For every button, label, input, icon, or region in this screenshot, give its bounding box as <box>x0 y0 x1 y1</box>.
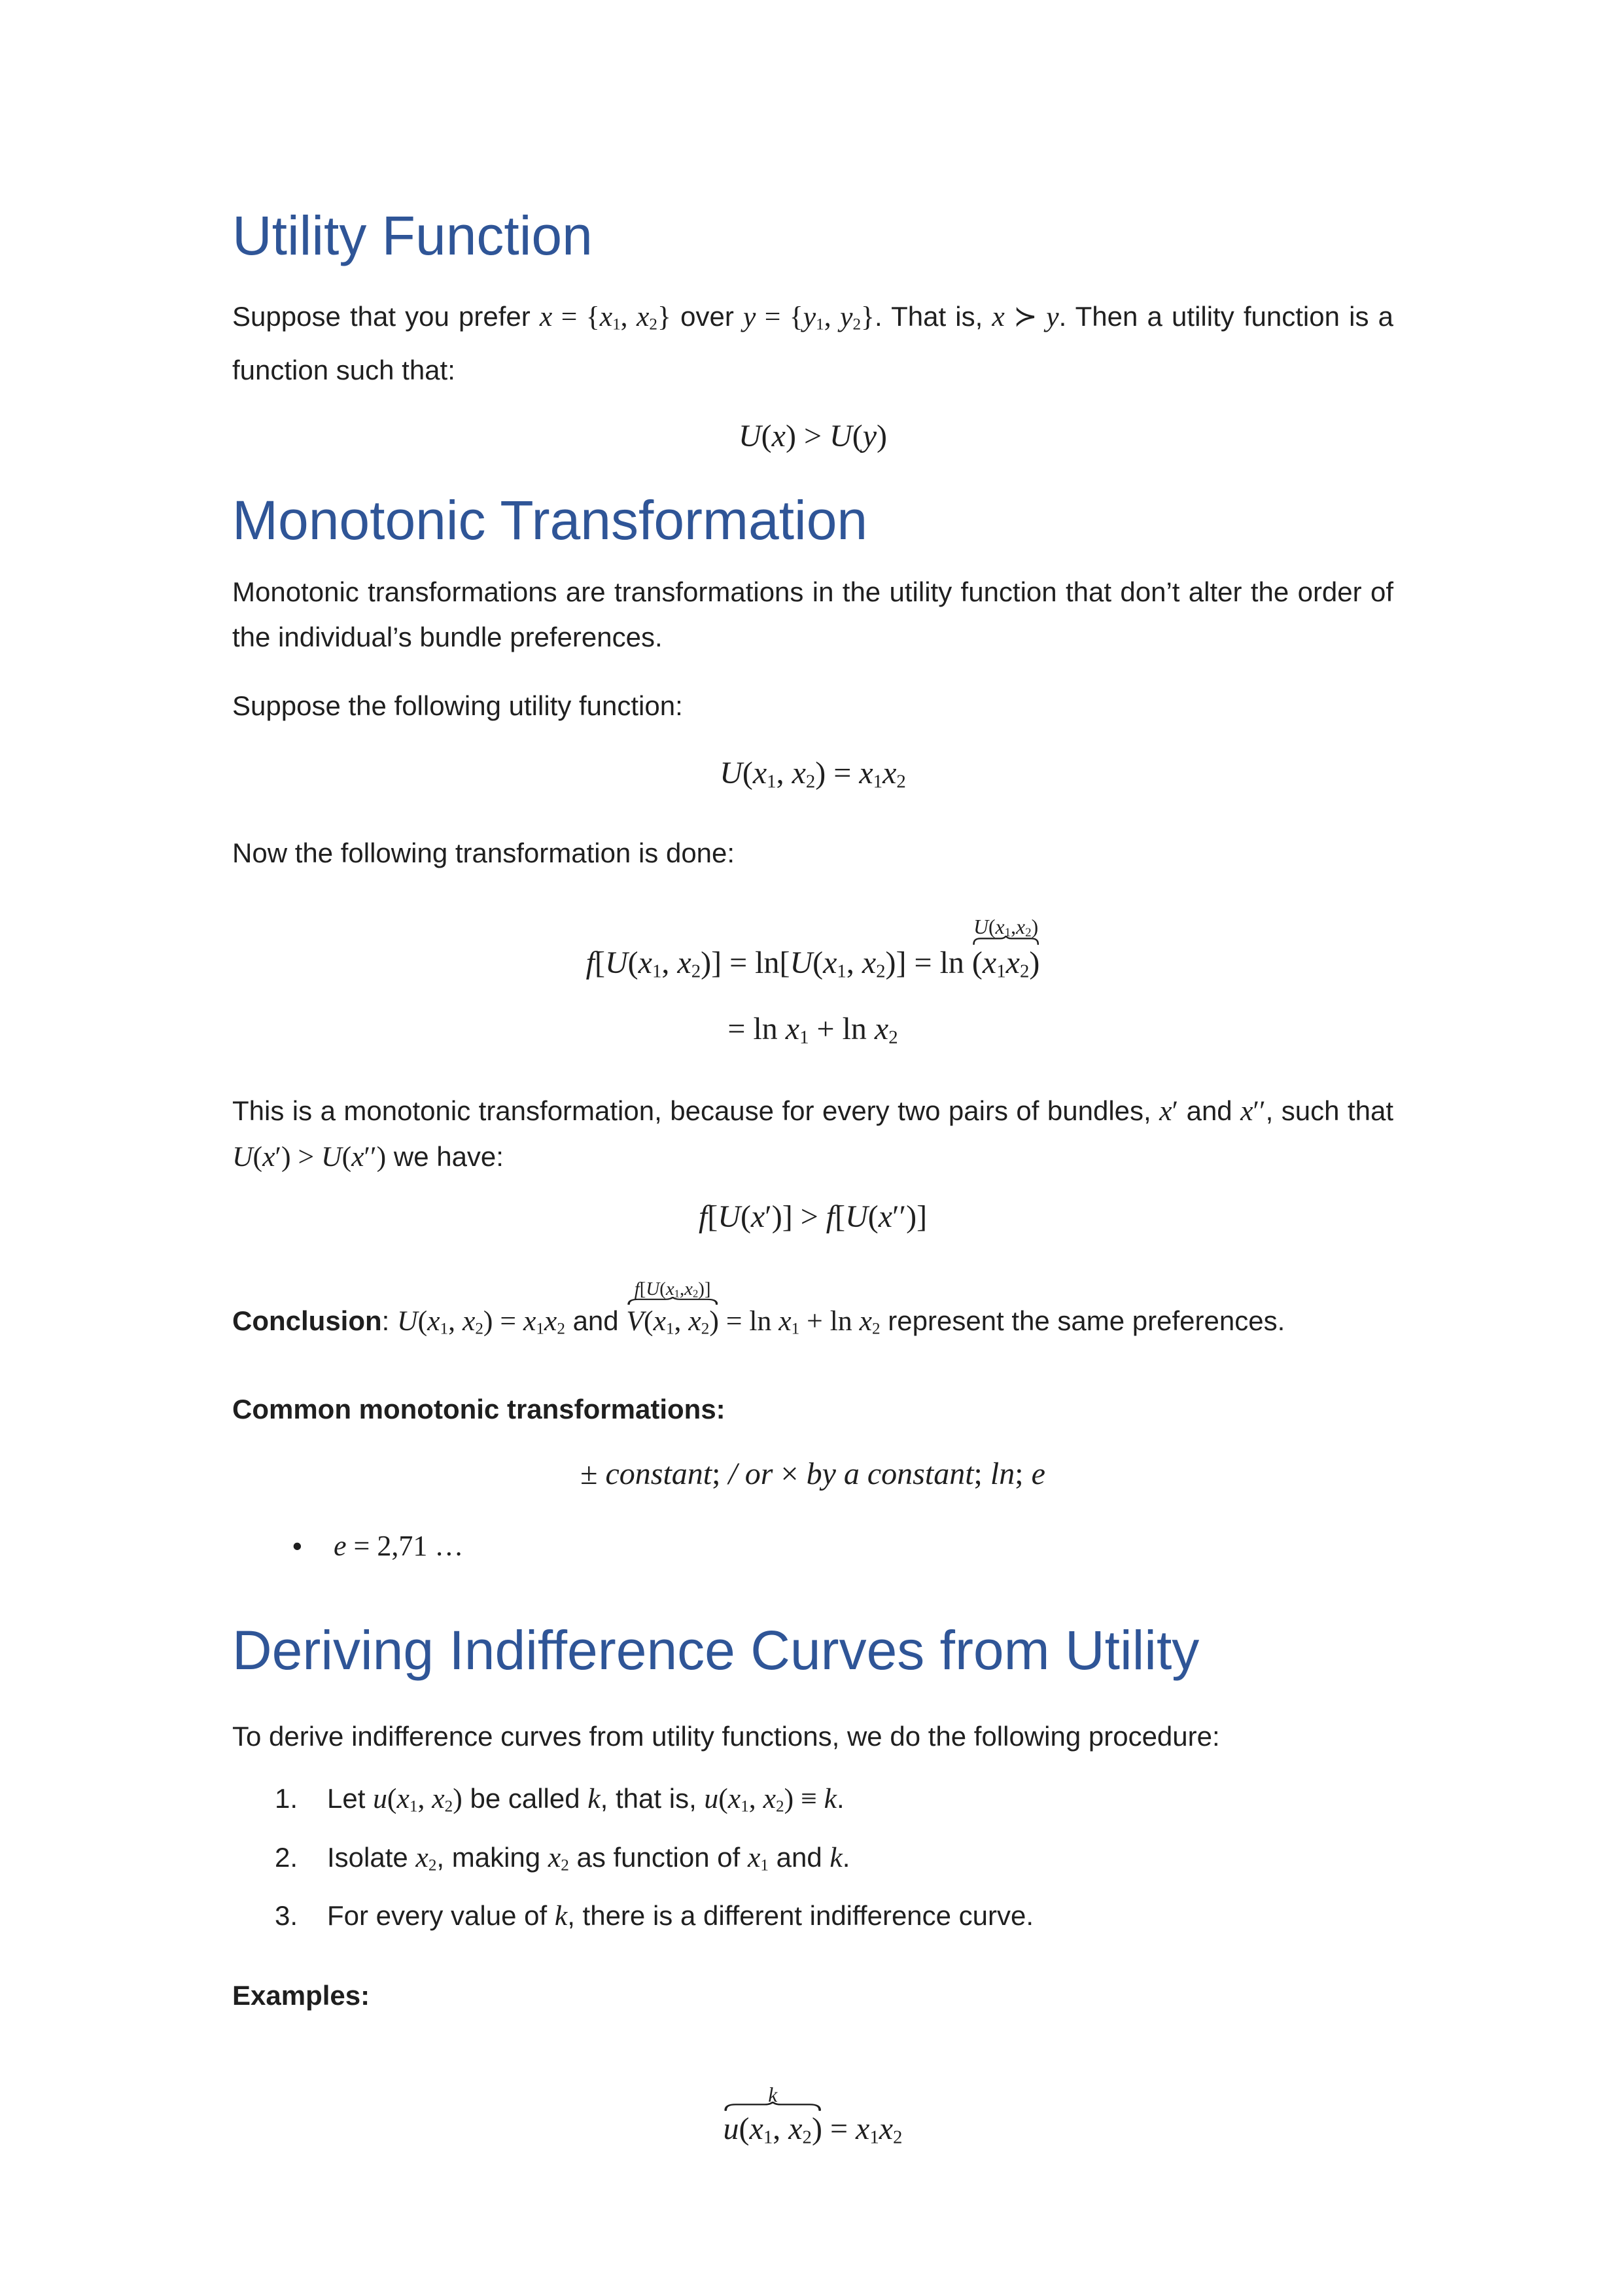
formula-f-inequality <box>232 1195 1393 1239</box>
list-item-1 <box>232 1773 1393 1832</box>
text-run: , such that <box>1265 1095 1393 1126</box>
math-upright-run: , <box>773 2111 789 2147</box>
math-upright-run: ( <box>852 418 863 453</box>
math-italic-run: k <box>768 2083 778 2107</box>
text-run: , that is, <box>600 1783 705 1814</box>
formula-example-k <box>232 2055 1393 2163</box>
math-subscript: 2 <box>561 1856 569 1875</box>
list-item-2-number: 2. <box>275 1841 298 1873</box>
math-subscript: 1 <box>791 1320 800 1338</box>
math-upright-run: [ <box>707 1199 718 1234</box>
text-run: as function of <box>568 1841 748 1873</box>
math-upright-run: ( <box>740 1199 751 1234</box>
math-upright-run: , <box>448 1305 462 1337</box>
math-italic-run: by a constant <box>806 1457 974 1492</box>
math-italic-run: x <box>749 2111 763 2147</box>
math-italic-run: U <box>718 1199 741 1234</box>
math-subscript: 2 <box>888 1027 898 1048</box>
math-subscript: 1 <box>741 1797 749 1816</box>
heading-utility-function: Utility Function <box>232 205 593 266</box>
math-italic-run: x <box>523 1305 536 1337</box>
math-subscript: 1 <box>652 961 662 982</box>
bullet-marker-icon: • <box>292 1530 302 1562</box>
list-item-1-number: 1. <box>275 1783 298 1814</box>
math-italic-run: U <box>397 1305 418 1337</box>
list-item-3-text <box>327 1900 1034 1931</box>
bullet-text-e-value <box>334 1530 463 1562</box>
math-italic-run: ln <box>990 1457 1015 1492</box>
math-upright-run: ( <box>341 1140 352 1173</box>
math-italic-run: x <box>747 1841 761 1873</box>
math-upright-run: ′)] > <box>765 1199 826 1234</box>
math-upright-run: ) <box>709 1305 719 1337</box>
math-italic-run: e <box>1031 1457 1045 1492</box>
math-subscript: 2 <box>649 315 657 334</box>
formula-ln-sum <box>232 1008 1393 1059</box>
math-italic-run: x <box>548 1841 561 1873</box>
math-upright-run: ) ≡ <box>784 1783 824 1815</box>
math-subscript: 1 <box>409 1797 418 1816</box>
math-subscript: 1 <box>837 961 846 982</box>
overbrace-group <box>626 1279 719 1344</box>
math-italic-run: e <box>334 1530 347 1563</box>
math-subscript: 1 <box>996 961 1006 982</box>
math-italic-run: x <box>462 1305 476 1337</box>
math-italic-run: x <box>539 301 553 332</box>
text-run: Let <box>327 1783 374 1814</box>
overbrace-content <box>724 2111 822 2146</box>
paragraph-now-transformation: Now the following transformation is done: <box>232 837 735 868</box>
text-run: . That is, <box>875 301 992 332</box>
math-italic-run: x <box>415 1841 428 1873</box>
math-upright-run: ( <box>659 1279 666 1300</box>
math-upright-run: )] = ln <box>885 945 972 980</box>
math-upright-run: = { <box>552 301 600 332</box>
math-upright-run: ′) > <box>275 1140 322 1173</box>
math-upright-run: , <box>824 301 841 332</box>
text-run: . Then a utility function is a function such that: <box>232 301 1393 385</box>
formula-utility-product <box>232 752 1393 803</box>
math-subscript: 1 <box>799 1027 809 1048</box>
math-subscript: 2 <box>805 770 816 792</box>
math-subscript: 2 <box>444 1797 453 1816</box>
math-italic-run: x <box>638 945 652 980</box>
math-upright-run: ; <box>712 1457 729 1492</box>
math-italic-run: x <box>544 1305 557 1337</box>
math-upright-run: + ln <box>809 1012 875 1047</box>
paragraph-common-transformations-label: Common monotonic transformations: <box>232 1394 725 1425</box>
math-italic-run: x <box>637 301 650 332</box>
overbrace-content <box>972 945 1039 980</box>
text-run: For every value of <box>327 1900 555 1932</box>
list-item-1-text <box>327 1783 845 1814</box>
math-upright-run: ) <box>877 418 887 453</box>
math-italic-run: U <box>605 945 628 980</box>
math-italic-run: U <box>829 418 852 453</box>
formula-u-inequality <box>232 415 1393 458</box>
math-upright-run: , <box>620 301 637 332</box>
math-subscript: 2 <box>692 1287 699 1300</box>
math-italic-run: f <box>698 1199 708 1234</box>
math-upright-run: ′′ <box>1253 1095 1266 1127</box>
math-italic-run: x <box>859 1305 873 1337</box>
math-italic-run: k <box>554 1900 568 1932</box>
math-upright-run: ) > <box>785 418 830 453</box>
math-subscript: 1 <box>665 1320 674 1338</box>
math-upright-run: ( <box>761 418 772 453</box>
numbered-list <box>232 1773 1393 1941</box>
math-italic-run: x <box>785 1012 800 1047</box>
math-upright-run: × <box>773 1457 807 1492</box>
math-italic-run: constant <box>605 1457 712 1492</box>
math-italic-run: x <box>879 2111 894 2147</box>
math-subscript: 1 <box>767 770 777 792</box>
math-upright-run: ) <box>1031 915 1039 939</box>
paragraph-monotonic-definition: Monotonic transformations are transformations in the utility function that don’t alter the order of the individual’s bundle preferences. <box>232 576 1393 652</box>
overbrace-group <box>723 2083 822 2154</box>
math-italic-run: x <box>856 2111 870 2147</box>
math-italic-run: x <box>788 2111 803 2147</box>
math-subscript: 1 <box>763 2127 773 2148</box>
text-run: and <box>1178 1095 1241 1126</box>
math-upright-run: ) <box>453 1783 462 1815</box>
paragraph-derive-procedure: To derive indifference curves from utility functions, we do the following procedure: <box>232 1721 1220 1752</box>
math-upright-run: , <box>776 755 792 790</box>
overbrace-icon <box>627 1297 718 1305</box>
math-upright-run: ( <box>742 755 753 790</box>
math-upright-run: ′′) <box>364 1140 387 1173</box>
math-upright-run: ± <box>580 1457 606 1492</box>
text-run: represent the same preferences. <box>880 1305 1285 1336</box>
math-subscript: 1 <box>612 315 621 334</box>
math-subscript: 1 <box>816 315 824 334</box>
paragraph-utility-intro <box>232 294 1393 393</box>
math-subscript: 2 <box>475 1320 483 1338</box>
math-upright-run: , <box>679 1279 685 1300</box>
math-upright-run: ( <box>627 945 638 980</box>
math-upright-run: ′′)] <box>892 1199 928 1234</box>
overbrace-content <box>626 1305 719 1336</box>
math-italic-run: x <box>684 1279 693 1300</box>
text-run: . <box>842 1841 850 1873</box>
math-italic-run: x <box>1159 1095 1172 1127</box>
math-italic-run: / or <box>728 1457 773 1492</box>
math-italic-run: x <box>882 755 897 790</box>
math-subscript: 2 <box>691 961 701 982</box>
text-run: Suppose that you prefer <box>232 301 540 332</box>
text-run: . <box>837 1783 845 1814</box>
math-italic-run: x <box>396 1783 410 1815</box>
math-italic-run: f <box>634 1279 640 1300</box>
math-italic-run: u <box>373 1783 387 1815</box>
math-upright-run: , <box>661 945 678 980</box>
math-subscript: 2 <box>876 961 886 982</box>
math-upright-run: ) <box>1029 945 1040 980</box>
list-item-2 <box>232 1832 1393 1891</box>
math-italic-run: x <box>750 1199 765 1234</box>
math-upright-run: ( <box>867 1199 879 1234</box>
math-italic-run: k <box>824 1783 837 1815</box>
math-upright-run: , <box>417 1783 432 1815</box>
math-subscript: 1 <box>440 1320 449 1338</box>
math-upright-run: , <box>674 1305 689 1337</box>
heading-monotonic-transformation: Monotonic Transformation <box>232 489 868 551</box>
text-run: and <box>768 1841 830 1873</box>
math-italic-run: x <box>878 1199 893 1234</box>
math-italic-run: x <box>727 1783 741 1815</box>
math-subscript: 1 <box>873 770 883 792</box>
math-upright-run: ( <box>644 1305 654 1337</box>
paragraph-suppose-utility: Suppose the following utility function: <box>232 690 683 721</box>
math-italic-run: U <box>845 1199 868 1234</box>
math-italic-run: V <box>626 1305 644 1337</box>
math-upright-run: ( <box>387 1783 397 1815</box>
math-italic-run: x <box>995 915 1005 939</box>
math-upright-run: = 2,71 … <box>346 1530 464 1563</box>
math-italic-run: x <box>432 1783 445 1815</box>
list-item-3 <box>232 1890 1393 1941</box>
text-run: and <box>565 1305 627 1336</box>
text-run: over <box>671 301 743 332</box>
math-italic-run: y <box>742 301 756 332</box>
math-italic-run: f <box>826 1199 835 1234</box>
text-run: This is a monotonic transformation, because for every two pairs of bundles, <box>232 1095 1160 1126</box>
paragraph-monotonic-explanation <box>232 1088 1393 1180</box>
math-italic-run: x <box>823 945 837 980</box>
math-subscript: 2 <box>852 315 862 334</box>
math-italic-run: x <box>771 418 786 453</box>
math-upright-run: [ <box>639 1279 646 1300</box>
math-italic-run: f <box>585 945 595 980</box>
math-italic-run: U <box>790 945 813 980</box>
overbrace-group <box>971 915 1040 988</box>
math-italic-run: x <box>427 1305 440 1337</box>
math-upright-run: )] = ln[ <box>701 945 790 980</box>
math-upright-run: ; <box>973 1457 990 1492</box>
math-italic-run: x <box>688 1305 701 1337</box>
math-upright-run: , <box>1011 915 1017 939</box>
math-italic-run: x <box>752 755 767 790</box>
bold-text-run: Conclusion <box>232 1305 382 1336</box>
math-upright-run: )] <box>698 1279 711 1300</box>
math-subscript: 2 <box>701 1320 710 1338</box>
math-italic-run: x <box>763 1783 777 1815</box>
math-italic-run: x <box>1005 945 1020 980</box>
math-upright-run: ( <box>253 1140 263 1173</box>
math-upright-run: ) = <box>483 1305 523 1337</box>
math-subscript: 2 <box>872 1320 881 1338</box>
math-upright-run: ( <box>739 2111 750 2147</box>
text-run: we have: <box>386 1140 504 1172</box>
math-upright-run: , <box>748 1783 763 1815</box>
math-upright-run: ) = <box>815 755 860 790</box>
formula-ln-transformation <box>232 887 1393 997</box>
math-italic-run: x <box>677 945 691 980</box>
overbrace-icon <box>724 2102 821 2111</box>
math-subscript: 1 <box>760 1856 769 1875</box>
text-run: be called <box>462 1783 588 1814</box>
text-run: , there is a different indifference curve. <box>567 1900 1034 1932</box>
math-subscript: 2 <box>776 1797 784 1816</box>
math-upright-run: , <box>846 945 862 980</box>
math-italic-run: u <box>723 2111 739 2147</box>
math-subscript: 2 <box>1019 961 1030 982</box>
math-subscript: 1 <box>674 1287 680 1300</box>
math-italic-run: k <box>829 1841 843 1873</box>
math-upright-run: = <box>822 2111 856 2147</box>
formula-common-transformations <box>232 1453 1393 1496</box>
overbrace-icon <box>973 936 1039 945</box>
math-italic-run: u <box>704 1783 719 1815</box>
math-upright-run: ; <box>1015 1457 1032 1492</box>
math-subscript: 1 <box>536 1320 544 1338</box>
math-italic-run: U <box>720 755 742 790</box>
math-italic-run: y <box>840 301 853 332</box>
math-italic-run: x <box>665 1279 674 1300</box>
math-subscript: 2 <box>1025 926 1032 940</box>
math-upright-run: ) <box>811 2111 822 2147</box>
text-run: : <box>381 1305 398 1336</box>
list-item-2-text <box>327 1842 850 1873</box>
math-italic-run: x <box>262 1140 275 1173</box>
math-italic-run: x <box>653 1305 666 1337</box>
math-italic-run: U <box>739 418 761 453</box>
math-upright-run: ( <box>971 945 983 980</box>
math-italic-run: x <box>859 755 873 790</box>
bullet-item-e <box>232 1523 1393 1568</box>
math-upright-run: } <box>861 301 875 332</box>
math-upright-run: = ln <box>718 1305 779 1337</box>
math-subscript: 1 <box>1004 926 1011 940</box>
math-italic-run: x <box>351 1140 364 1173</box>
math-italic-run: y <box>862 418 877 453</box>
math-italic-run: x <box>992 301 1005 332</box>
math-upright-run: ′ <box>1172 1095 1179 1127</box>
math-upright-run: [ <box>595 945 605 980</box>
paragraph-examples-label: Examples: <box>232 1980 370 2011</box>
math-italic-run: U <box>973 915 988 939</box>
math-italic-run: U <box>646 1279 660 1300</box>
math-subscript: 2 <box>896 770 906 792</box>
math-upright-run: ( <box>417 1305 428 1337</box>
math-italic-run: x <box>862 945 877 980</box>
math-upright-run: = { <box>756 301 803 332</box>
math-italic-run: k <box>587 1783 601 1815</box>
math-subscript: 2 <box>557 1320 565 1338</box>
math-subscript: 2 <box>802 2127 812 2148</box>
math-italic-run: x <box>1016 915 1026 939</box>
math-upright-run: ( <box>812 945 824 980</box>
math-italic-run: x <box>982 945 997 980</box>
math-upright-run: ( <box>988 915 996 939</box>
math-italic-run: x <box>599 301 613 332</box>
math-upright-run: + ln <box>799 1305 860 1337</box>
math-italic-run: y <box>1046 301 1059 332</box>
paragraph-conclusion <box>232 1259 1393 1352</box>
math-upright-run: ( <box>718 1783 728 1815</box>
math-italic-run: U <box>232 1140 253 1173</box>
math-italic-run: x <box>874 1012 889 1047</box>
math-italic-run: x <box>778 1305 792 1337</box>
math-upright-run: = ln <box>727 1012 786 1047</box>
text-run: Isolate <box>327 1841 416 1873</box>
math-italic-run: x <box>1240 1095 1253 1127</box>
math-subscript: 1 <box>869 2127 879 2148</box>
math-upright-run: ≻ <box>1004 301 1047 332</box>
list-item-3-number: 3. <box>275 1900 298 1932</box>
math-subscript: 2 <box>428 1856 437 1875</box>
math-italic-run: y <box>803 301 816 332</box>
math-italic-run: U <box>321 1140 342 1173</box>
math-upright-run: [ <box>835 1199 846 1234</box>
math-italic-run: x <box>792 755 806 790</box>
math-subscript: 2 <box>893 2127 903 2148</box>
text-run: , making <box>436 1841 548 1873</box>
math-upright-run: } <box>657 301 671 332</box>
heading-deriving-indifference-curves: Deriving Indifference Curves from Utility <box>232 1619 1200 1682</box>
